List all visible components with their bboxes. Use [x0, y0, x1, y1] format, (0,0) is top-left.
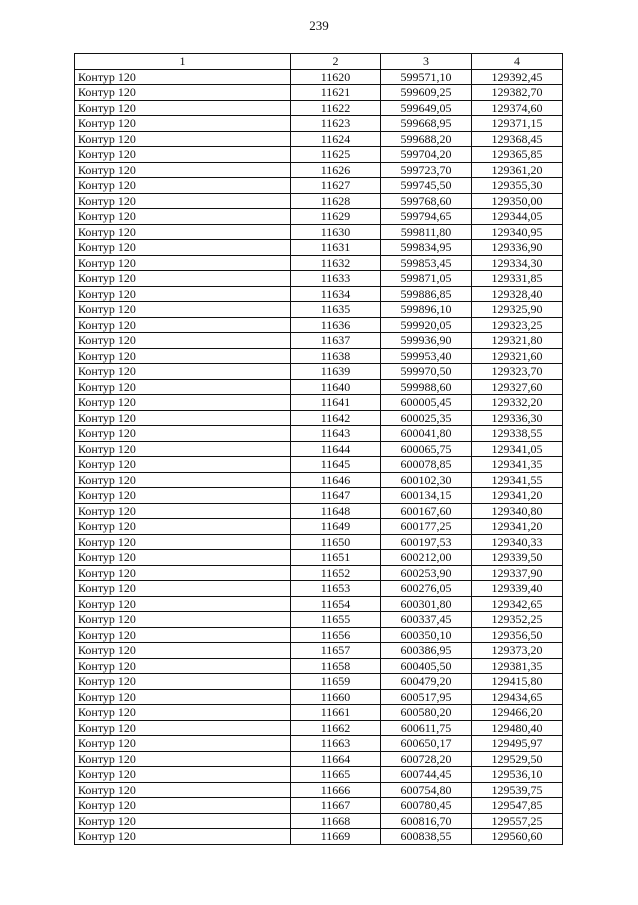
y-coordinate-cell: 129392,45	[472, 69, 563, 85]
x-coordinate-cell: 600041,80	[381, 426, 472, 442]
point-number-cell: 11651	[291, 550, 381, 566]
point-number-cell: 11623	[291, 116, 381, 132]
x-coordinate-cell: 600276,05	[381, 581, 472, 597]
contour-name-cell: Контур 120	[75, 457, 291, 473]
x-coordinate-cell: 600754,80	[381, 782, 472, 798]
x-coordinate-cell: 599896,10	[381, 302, 472, 318]
point-number-cell: 11663	[291, 736, 381, 752]
x-coordinate-cell: 600479,20	[381, 674, 472, 690]
y-coordinate-cell: 129495,97	[472, 736, 563, 752]
x-coordinate-cell: 600025,35	[381, 410, 472, 426]
point-number-cell: 11665	[291, 767, 381, 783]
point-number-cell: 11637	[291, 333, 381, 349]
x-coordinate-cell: 600212,00	[381, 550, 472, 566]
point-number-cell: 11661	[291, 705, 381, 721]
y-coordinate-cell: 129332,20	[472, 395, 563, 411]
table-row	[75, 224, 563, 240]
contour-name-cell: Контур 120	[75, 767, 291, 783]
table-row	[75, 813, 563, 829]
y-coordinate-cell: 129323,25	[472, 317, 563, 333]
point-number-cell: 11647	[291, 488, 381, 504]
point-number-cell: 11620	[291, 69, 381, 85]
y-coordinate-cell: 129536,10	[472, 767, 563, 783]
contour-name-cell: Контур 120	[75, 131, 291, 147]
contour-name-cell: Контур 120	[75, 488, 291, 504]
x-coordinate-cell: 599936,90	[381, 333, 472, 349]
y-coordinate-cell: 129339,40	[472, 581, 563, 597]
point-number-cell: 11649	[291, 519, 381, 535]
y-coordinate-cell: 129382,70	[472, 85, 563, 101]
y-coordinate-cell: 129361,20	[472, 162, 563, 178]
y-coordinate-cell: 129344,05	[472, 209, 563, 225]
point-number-cell: 11644	[291, 441, 381, 457]
y-coordinate-cell: 129341,35	[472, 457, 563, 473]
y-coordinate-cell: 129434,65	[472, 689, 563, 705]
x-coordinate-cell: 600177,25	[381, 519, 472, 535]
x-coordinate-cell: 600167,60	[381, 503, 472, 519]
contour-name-cell: Контур 120	[75, 813, 291, 829]
y-coordinate-cell: 129415,80	[472, 674, 563, 690]
point-number-cell: 11648	[291, 503, 381, 519]
x-coordinate-cell: 600611,75	[381, 720, 472, 736]
point-number-cell: 11624	[291, 131, 381, 147]
table-row	[75, 302, 563, 318]
table-row	[75, 472, 563, 488]
table-row	[75, 209, 563, 225]
y-coordinate-cell: 129340,80	[472, 503, 563, 519]
y-coordinate-cell: 129328,40	[472, 286, 563, 302]
y-coordinate-cell: 129331,85	[472, 271, 563, 287]
x-coordinate-cell: 600337,45	[381, 612, 472, 628]
contour-name-cell: Контур 120	[75, 364, 291, 380]
x-coordinate-cell: 599953,40	[381, 348, 472, 364]
table-row	[75, 674, 563, 690]
y-coordinate-cell: 129325,90	[472, 302, 563, 318]
table-row	[75, 395, 563, 411]
contour-name-cell: Контур 120	[75, 627, 291, 643]
point-number-cell: 11645	[291, 457, 381, 473]
table-row	[75, 333, 563, 349]
point-number-cell: 11639	[291, 364, 381, 380]
y-coordinate-cell: 129560,60	[472, 829, 563, 845]
x-coordinate-cell: 599988,60	[381, 379, 472, 395]
point-number-cell: 11625	[291, 147, 381, 163]
table-row	[75, 705, 563, 721]
point-number-cell: 11664	[291, 751, 381, 767]
header-cell: 3	[381, 54, 472, 70]
x-coordinate-cell: 599609,25	[381, 85, 472, 101]
point-number-cell: 11653	[291, 581, 381, 597]
table-row	[75, 286, 563, 302]
x-coordinate-cell: 600650,17	[381, 736, 472, 752]
y-coordinate-cell: 129340,33	[472, 534, 563, 550]
contour-name-cell: Контур 120	[75, 410, 291, 426]
contour-name-cell: Контур 120	[75, 720, 291, 736]
contour-name-cell: Контур 120	[75, 798, 291, 814]
table-row	[75, 503, 563, 519]
point-number-cell: 11626	[291, 162, 381, 178]
y-coordinate-cell: 129337,90	[472, 565, 563, 581]
table-row	[75, 720, 563, 736]
y-coordinate-cell: 129466,20	[472, 705, 563, 721]
point-number-cell: 11650	[291, 534, 381, 550]
x-coordinate-cell: 600102,30	[381, 472, 472, 488]
contour-name-cell: Контур 120	[75, 612, 291, 628]
x-coordinate-cell: 600253,90	[381, 565, 472, 581]
x-coordinate-cell: 599811,80	[381, 224, 472, 240]
contour-name-cell: Контур 120	[75, 643, 291, 659]
table-row	[75, 534, 563, 550]
x-coordinate-cell: 599704,20	[381, 147, 472, 163]
x-coordinate-cell: 599853,45	[381, 255, 472, 271]
point-number-cell: 11660	[291, 689, 381, 705]
table-row	[75, 240, 563, 256]
contour-name-cell: Контур 120	[75, 581, 291, 597]
contour-name-cell: Контур 120	[75, 302, 291, 318]
contour-name-cell: Контур 120	[75, 519, 291, 535]
y-coordinate-cell: 129368,45	[472, 131, 563, 147]
contour-name-cell: Контур 120	[75, 395, 291, 411]
y-coordinate-cell: 129336,30	[472, 410, 563, 426]
point-number-cell: 11641	[291, 395, 381, 411]
point-number-cell: 11643	[291, 426, 381, 442]
y-coordinate-cell: 129480,40	[472, 720, 563, 736]
contour-name-cell: Контур 120	[75, 565, 291, 581]
contour-name-cell: Контур 120	[75, 736, 291, 752]
table-row	[75, 426, 563, 442]
table-row	[75, 131, 563, 147]
contour-name-cell: Контур 120	[75, 255, 291, 271]
contour-name-cell: Контур 120	[75, 317, 291, 333]
x-coordinate-cell: 599886,85	[381, 286, 472, 302]
contour-name-cell: Контур 120	[75, 209, 291, 225]
contour-name-cell: Контур 120	[75, 550, 291, 566]
point-number-cell: 11633	[291, 271, 381, 287]
y-coordinate-cell: 129355,30	[472, 178, 563, 194]
point-number-cell: 11628	[291, 193, 381, 209]
table-row	[75, 565, 563, 581]
table-row	[75, 658, 563, 674]
y-coordinate-cell: 129356,50	[472, 627, 563, 643]
x-coordinate-cell: 599768,60	[381, 193, 472, 209]
table-row	[75, 410, 563, 426]
contour-name-cell: Контур 120	[75, 116, 291, 132]
table-row	[75, 736, 563, 752]
contour-name-cell: Контур 120	[75, 689, 291, 705]
x-coordinate-cell: 599649,05	[381, 100, 472, 116]
point-number-cell: 11668	[291, 813, 381, 829]
point-number-cell: 11631	[291, 240, 381, 256]
contour-name-cell: Контур 120	[75, 85, 291, 101]
contour-name-cell: Контур 120	[75, 348, 291, 364]
x-coordinate-cell: 599794,65	[381, 209, 472, 225]
table-row	[75, 100, 563, 116]
y-coordinate-cell: 129539,75	[472, 782, 563, 798]
contour-name-cell: Контур 120	[75, 69, 291, 85]
contour-name-cell: Контур 120	[75, 240, 291, 256]
y-coordinate-cell: 129341,20	[472, 488, 563, 504]
x-coordinate-cell: 599871,05	[381, 271, 472, 287]
table-row	[75, 271, 563, 287]
contour-name-cell: Контур 120	[75, 178, 291, 194]
y-coordinate-cell: 129339,50	[472, 550, 563, 566]
point-number-cell: 11669	[291, 829, 381, 845]
x-coordinate-cell: 600780,45	[381, 798, 472, 814]
x-coordinate-cell: 600005,45	[381, 395, 472, 411]
point-number-cell: 11656	[291, 627, 381, 643]
x-coordinate-cell: 600078,85	[381, 457, 472, 473]
y-coordinate-cell: 129341,05	[472, 441, 563, 457]
y-coordinate-cell: 129350,00	[472, 193, 563, 209]
contour-name-cell: Контур 120	[75, 472, 291, 488]
y-coordinate-cell: 129338,55	[472, 426, 563, 442]
x-coordinate-cell: 600744,45	[381, 767, 472, 783]
table-row	[75, 255, 563, 271]
table-row	[75, 751, 563, 767]
contour-name-cell: Контур 120	[75, 751, 291, 767]
contour-name-cell: Контур 120	[75, 674, 291, 690]
x-coordinate-cell: 599970,50	[381, 364, 472, 380]
x-coordinate-cell: 599723,70	[381, 162, 472, 178]
table-row	[75, 550, 563, 566]
contour-name-cell: Контур 120	[75, 271, 291, 287]
table-row	[75, 379, 563, 395]
contour-name-cell: Контур 120	[75, 829, 291, 845]
point-number-cell: 11630	[291, 224, 381, 240]
y-coordinate-cell: 129557,25	[472, 813, 563, 829]
point-number-cell: 11658	[291, 658, 381, 674]
contour-name-cell: Контур 120	[75, 286, 291, 302]
table-header-row	[75, 54, 563, 70]
point-number-cell: 11654	[291, 596, 381, 612]
y-coordinate-cell: 129342,65	[472, 596, 563, 612]
y-coordinate-cell: 129334,30	[472, 255, 563, 271]
x-coordinate-cell: 600517,95	[381, 689, 472, 705]
point-number-cell: 11622	[291, 100, 381, 116]
x-coordinate-cell: 600838,55	[381, 829, 472, 845]
table-row	[75, 364, 563, 380]
x-coordinate-cell: 599834,95	[381, 240, 472, 256]
y-coordinate-cell: 129529,50	[472, 751, 563, 767]
header-cell: 2	[291, 54, 381, 70]
table-row	[75, 798, 563, 814]
point-number-cell: 11659	[291, 674, 381, 690]
table-row	[75, 147, 563, 163]
x-coordinate-cell: 599668,95	[381, 116, 472, 132]
table-row	[75, 612, 563, 628]
y-coordinate-cell: 129371,15	[472, 116, 563, 132]
header-cell: 4	[472, 54, 563, 70]
table-row	[75, 581, 563, 597]
y-coordinate-cell: 129352,25	[472, 612, 563, 628]
coordinates-table	[74, 53, 563, 845]
point-number-cell: 11627	[291, 178, 381, 194]
y-coordinate-cell: 129547,85	[472, 798, 563, 814]
x-coordinate-cell: 599920,05	[381, 317, 472, 333]
table-row	[75, 689, 563, 705]
contour-name-cell: Контур 120	[75, 705, 291, 721]
y-coordinate-cell: 129340,95	[472, 224, 563, 240]
y-coordinate-cell: 129327,60	[472, 379, 563, 395]
header-cell: 1	[75, 54, 291, 70]
point-number-cell: 11646	[291, 472, 381, 488]
y-coordinate-cell: 129323,70	[472, 364, 563, 380]
table-row	[75, 69, 563, 85]
y-coordinate-cell: 129374,60	[472, 100, 563, 116]
contour-name-cell: Контур 120	[75, 782, 291, 798]
table-row	[75, 116, 563, 132]
contour-name-cell: Контур 120	[75, 379, 291, 395]
x-coordinate-cell: 600386,95	[381, 643, 472, 659]
x-coordinate-cell: 600405,50	[381, 658, 472, 674]
point-number-cell: 11640	[291, 379, 381, 395]
contour-name-cell: Контур 120	[75, 333, 291, 349]
y-coordinate-cell: 129336,90	[472, 240, 563, 256]
y-coordinate-cell: 129365,85	[472, 147, 563, 163]
contour-name-cell: Контур 120	[75, 224, 291, 240]
table-row	[75, 488, 563, 504]
x-coordinate-cell: 599688,20	[381, 131, 472, 147]
contour-name-cell: Контур 120	[75, 658, 291, 674]
table-row	[75, 317, 563, 333]
point-number-cell: 11667	[291, 798, 381, 814]
table-row	[75, 457, 563, 473]
table-row	[75, 85, 563, 101]
table-row	[75, 782, 563, 798]
y-coordinate-cell: 129341,20	[472, 519, 563, 535]
y-coordinate-cell: 129321,60	[472, 348, 563, 364]
table-row	[75, 441, 563, 457]
point-number-cell: 11635	[291, 302, 381, 318]
y-coordinate-cell: 129381,35	[472, 658, 563, 674]
contour-name-cell: Контур 120	[75, 426, 291, 442]
table-row	[75, 193, 563, 209]
x-coordinate-cell: 600065,75	[381, 441, 472, 457]
table-row	[75, 178, 563, 194]
x-coordinate-cell: 600580,20	[381, 705, 472, 721]
table-row	[75, 829, 563, 845]
point-number-cell: 11638	[291, 348, 381, 364]
point-number-cell: 11657	[291, 643, 381, 659]
point-number-cell: 11632	[291, 255, 381, 271]
y-coordinate-cell: 129341,55	[472, 472, 563, 488]
contour-name-cell: Контур 120	[75, 147, 291, 163]
point-number-cell: 11662	[291, 720, 381, 736]
x-coordinate-cell: 600134,15	[381, 488, 472, 504]
point-number-cell: 11634	[291, 286, 381, 302]
point-number-cell: 11652	[291, 565, 381, 581]
x-coordinate-cell: 600816,70	[381, 813, 472, 829]
contour-name-cell: Контур 120	[75, 441, 291, 457]
x-coordinate-cell: 599745,50	[381, 178, 472, 194]
contour-name-cell: Контур 120	[75, 162, 291, 178]
point-number-cell: 11621	[291, 85, 381, 101]
x-coordinate-cell: 600197,53	[381, 534, 472, 550]
table-row	[75, 162, 563, 178]
point-number-cell: 11666	[291, 782, 381, 798]
point-number-cell: 11655	[291, 612, 381, 628]
contour-name-cell: Контур 120	[75, 193, 291, 209]
contour-name-cell: Контур 120	[75, 503, 291, 519]
x-coordinate-cell: 600301,80	[381, 596, 472, 612]
y-coordinate-cell: 129321,80	[472, 333, 563, 349]
x-coordinate-cell: 600728,20	[381, 751, 472, 767]
contour-name-cell: Контур 120	[75, 100, 291, 116]
table-row	[75, 519, 563, 535]
table-row	[75, 643, 563, 659]
table-row	[75, 348, 563, 364]
table-row	[75, 596, 563, 612]
x-coordinate-cell: 599571,10	[381, 69, 472, 85]
contour-name-cell: Контур 120	[75, 596, 291, 612]
y-coordinate-cell: 129373,20	[472, 643, 563, 659]
point-number-cell: 11636	[291, 317, 381, 333]
table-row	[75, 767, 563, 783]
point-number-cell: 11629	[291, 209, 381, 225]
table-row	[75, 627, 563, 643]
contour-name-cell: Контур 120	[75, 534, 291, 550]
point-number-cell: 11642	[291, 410, 381, 426]
x-coordinate-cell: 600350,10	[381, 627, 472, 643]
page-number: 239	[309, 18, 329, 33]
